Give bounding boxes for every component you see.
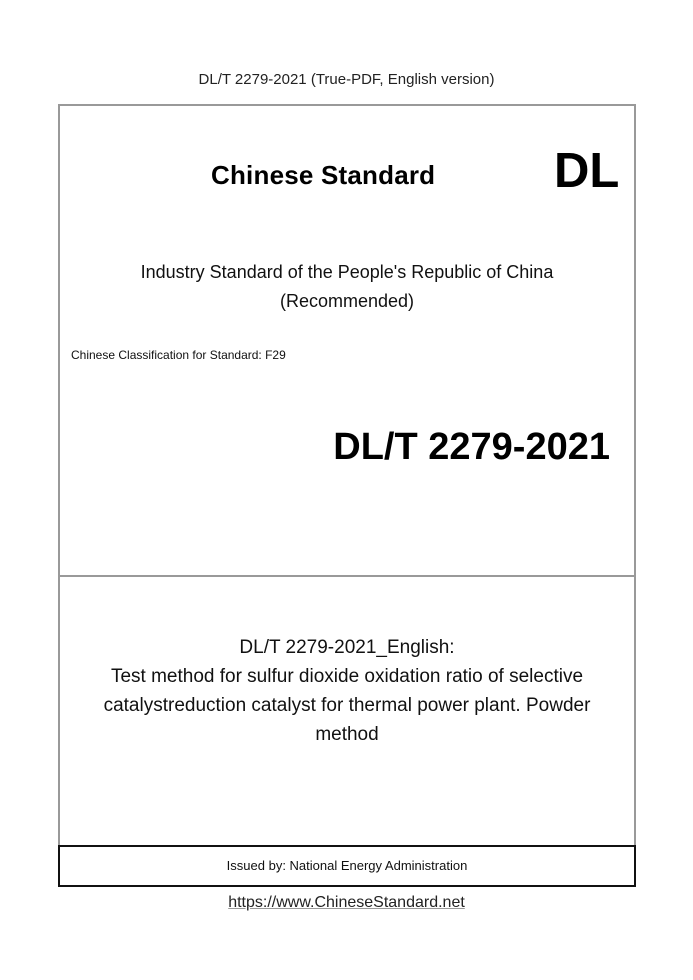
industry-standard-heading	[60, 258, 634, 316]
website-link-container	[0, 893, 693, 913]
title-line: catalystreduction catalyst for thermal power plant. Powder	[103, 695, 591, 716]
title-line: Test method for sulfur dioxide oxidation ratio of selective	[110, 666, 584, 687]
industry-line-1: Industry Standard of the People's Republic of China	[140, 262, 554, 282]
brand-title: Chinese Standard	[211, 160, 436, 190]
cover-box	[58, 104, 636, 848]
industry-line-2: (Recommended)	[279, 291, 415, 311]
document-title	[60, 633, 634, 749]
document-caption: DL/T 2279-2021 (True-PDF, English version)	[198, 71, 495, 88]
standard-mark: DL	[554, 144, 620, 198]
cover-top-section	[60, 106, 634, 577]
website-link[interactable]: https://www.ChineseStandard.net	[228, 894, 465, 911]
classification-label: Chinese Classification for Standard: F29	[71, 348, 286, 362]
standard-number: DL/T 2279-2021	[333, 426, 610, 468]
title-line: method	[315, 724, 379, 745]
title-line: DL/T 2279-2021_English:	[239, 637, 455, 658]
issued-by-box: Issued by: National Energy Administration	[58, 845, 636, 887]
